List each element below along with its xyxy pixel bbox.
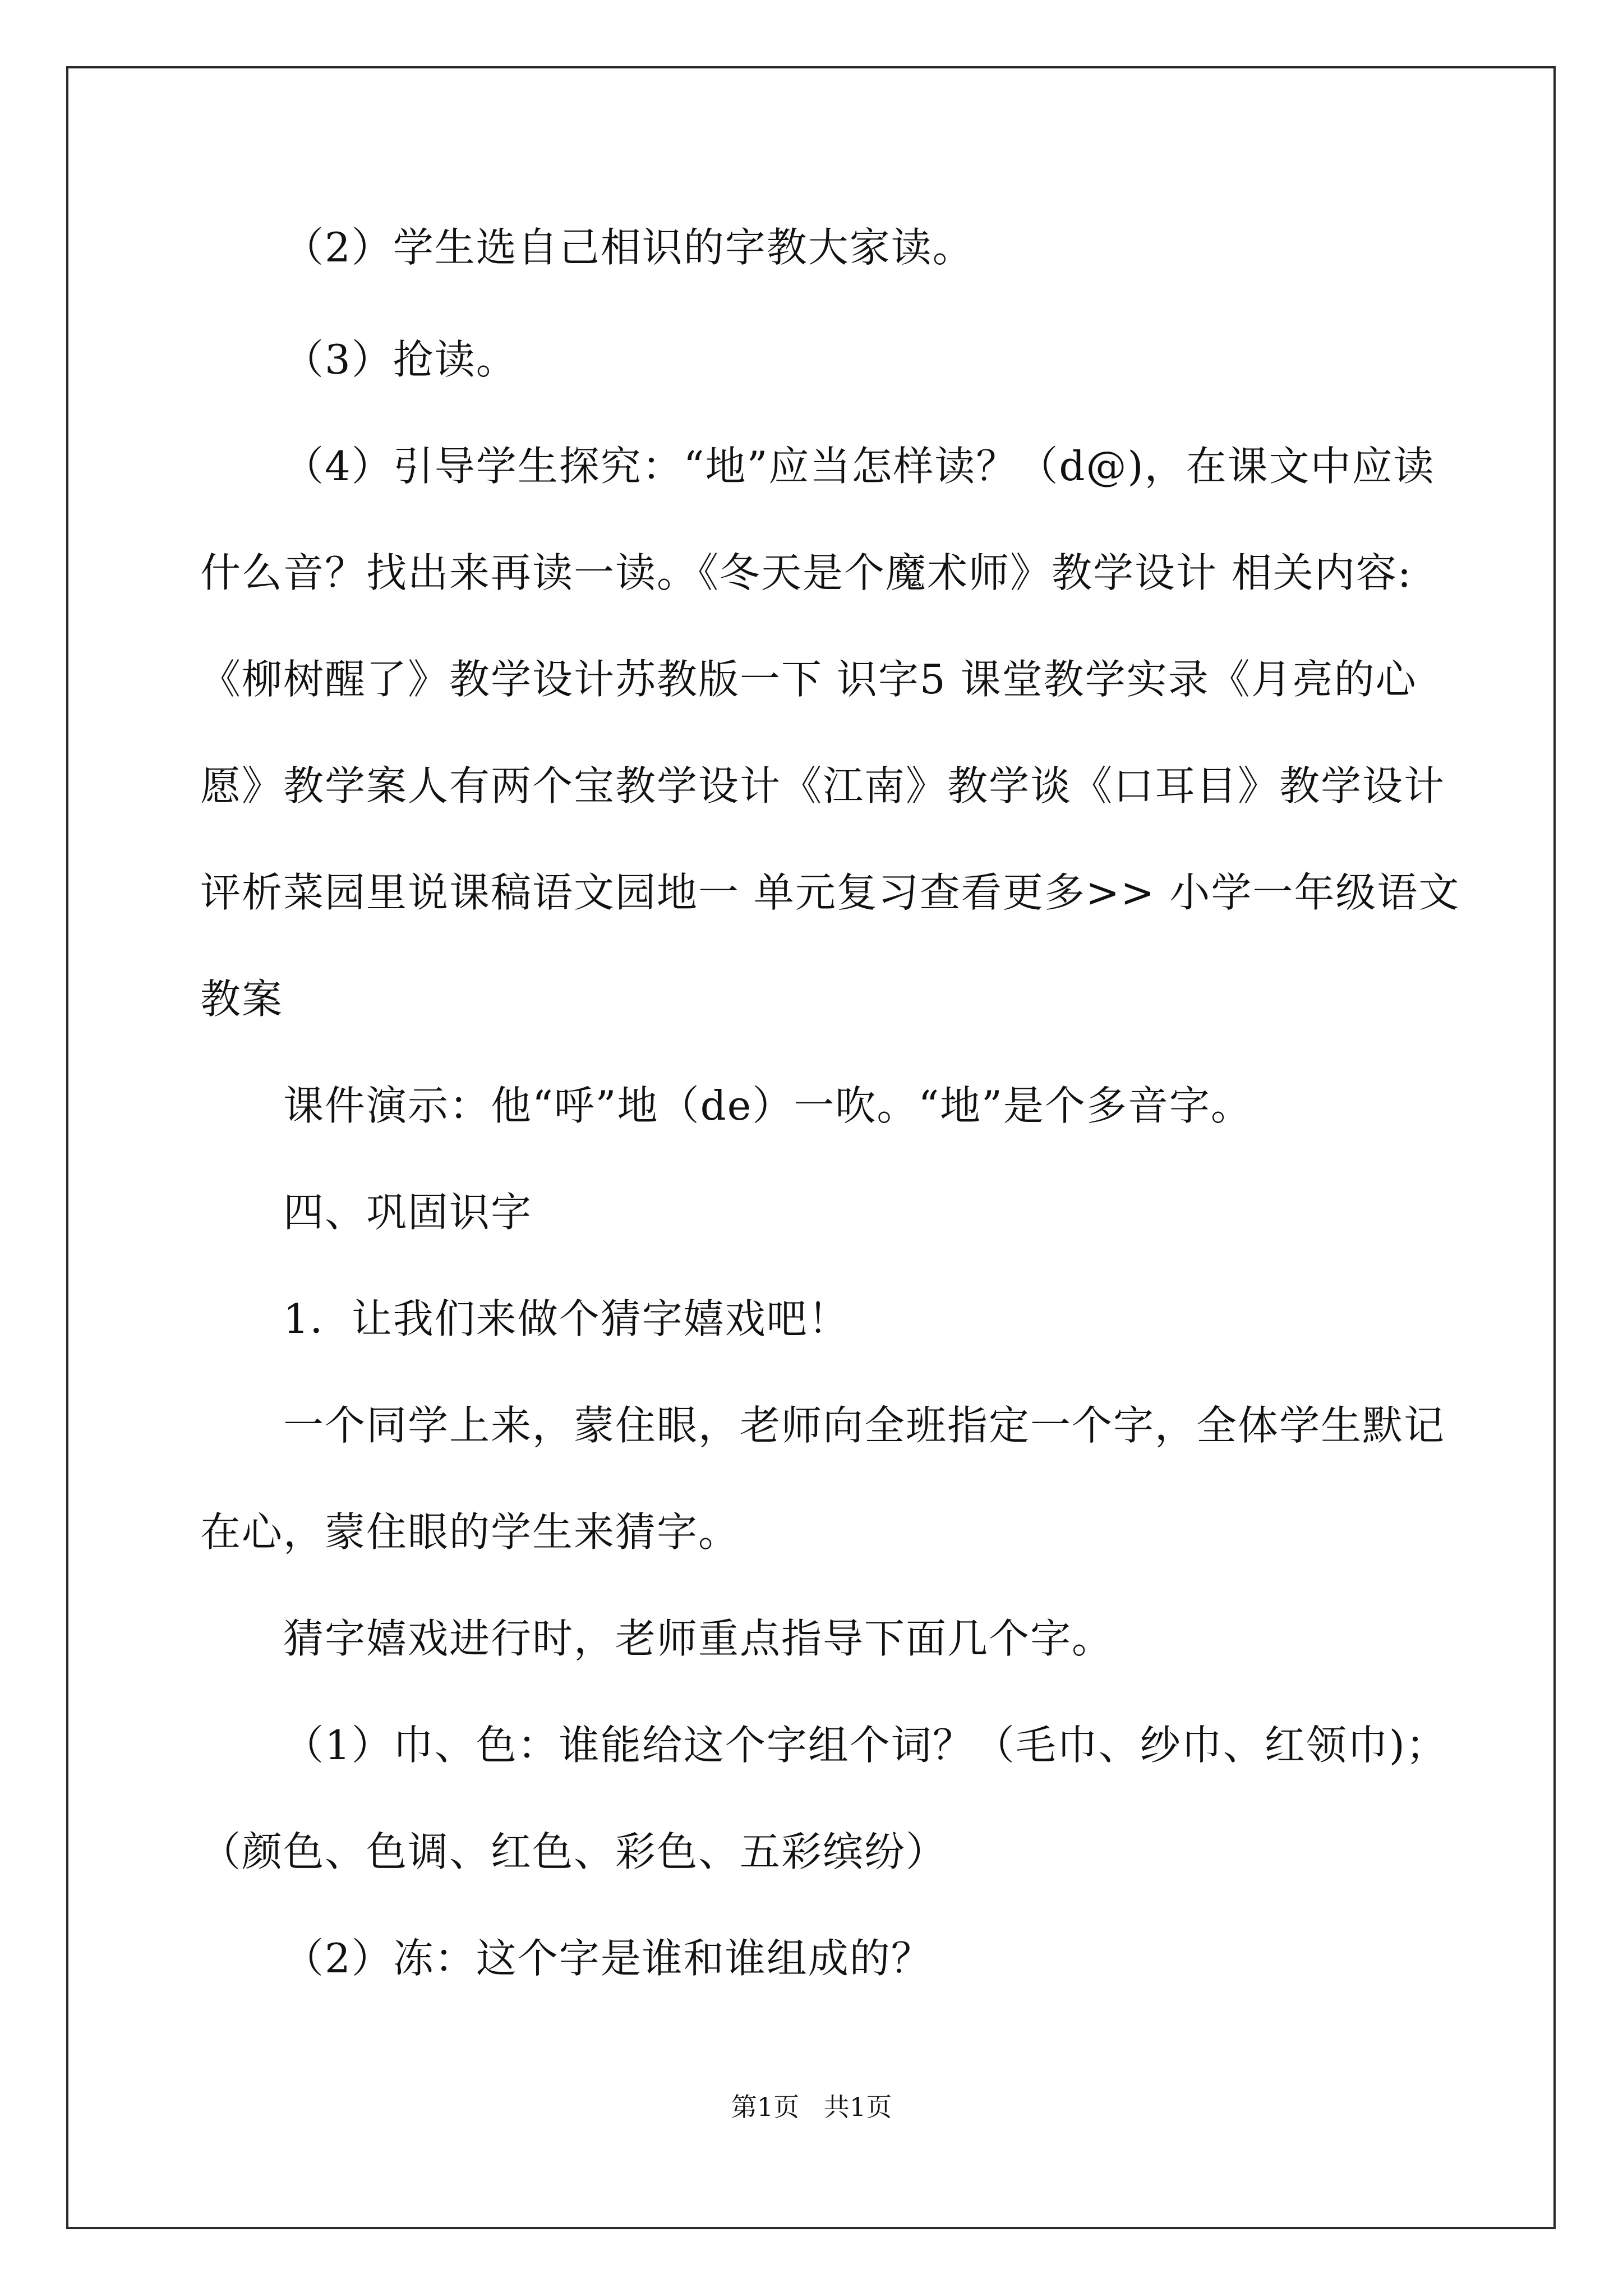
line-6: 愿》教学案人有两个宝教学设计《江南》教学谈《口耳目》教学设计 — [200, 762, 1446, 809]
page-footer: 第1页 共1页 — [731, 2092, 892, 2122]
line-17: （2）冻：这个字是谁和谁组成的？ — [283, 1935, 933, 1982]
line-14: 猜字嬉戏进行时，老师重点指导下面几个字。 — [283, 1615, 1114, 1662]
line-13: 在心，蒙住眼的学生来猜字。 — [200, 1508, 740, 1556]
line-12: 一个同学上来，蒙住眼，老师向全班指定一个字，全体学生默记 — [283, 1402, 1446, 1449]
line-2: （3）抢读。 — [283, 336, 518, 383]
line-10: 四、巩固识字 — [283, 1189, 533, 1236]
line-1: （2）学生选自己相识的字教大家读。 — [283, 224, 974, 271]
line-11: 1．让我们来做个猜字嬉戏吧！ — [283, 1295, 850, 1342]
page-border — [66, 66, 1556, 2229]
line-15: （1）巾、色：谁能给这个字组个词？（毛巾、纱巾、红领巾)； — [283, 1722, 1447, 1769]
line-3: （4）引导学生探究：“地”应当怎样读？（d@)，在课文中应读 — [283, 443, 1435, 490]
line-16: （颜色、色调、红色、彩色、五彩缤纷） — [200, 1828, 948, 1875]
line-8: 教案 — [200, 976, 284, 1023]
line-5: 《柳树醒了》教学设计苏教版一下 识字5 课堂教学实录《月亮的心 — [200, 656, 1417, 703]
line-4: 什么音？找出来再读一读。《冬天是个魔术师》教学设计 相关内容: — [200, 549, 1413, 596]
line-9: 课件演示：他“呼”地（de）一吹。“地”是个多音字。 — [283, 1082, 1252, 1129]
line-7: 评析菜园里说课稿语文园地一 单元复习查看更多>> 小学一年级语文 — [200, 869, 1460, 916]
